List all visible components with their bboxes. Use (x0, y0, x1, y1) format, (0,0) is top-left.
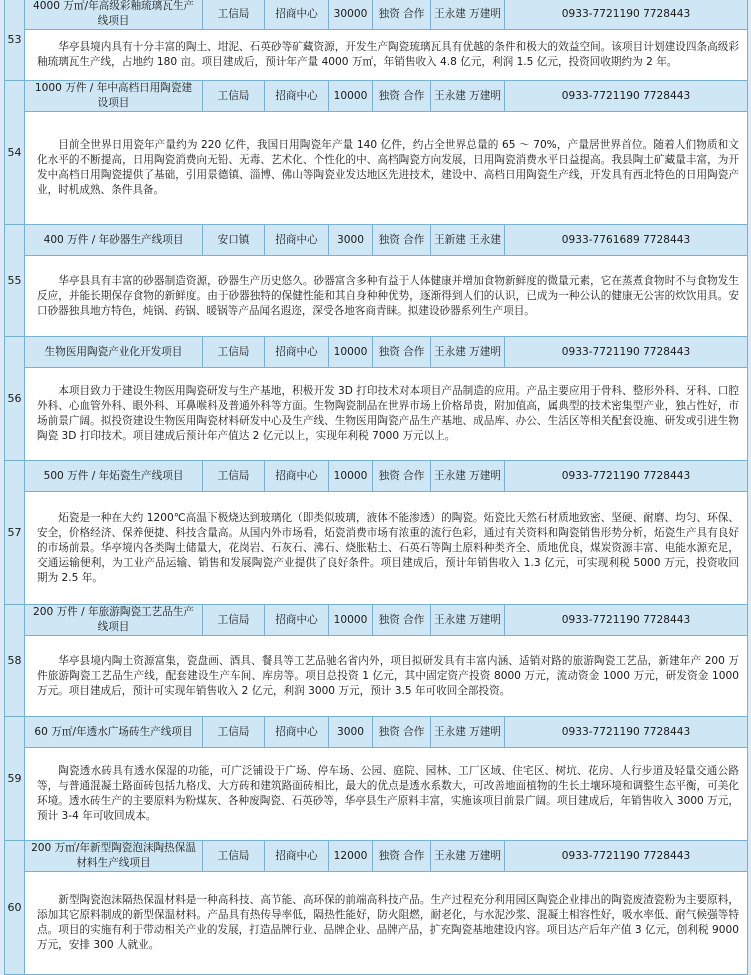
cooperation-mode: 独资 合作 (373, 717, 431, 748)
cooperation-mode: 独资 合作 (373, 605, 431, 636)
investment-amount: 12000 (329, 841, 373, 872)
contact-phone: 0933-7721190 7728443 (505, 461, 748, 492)
responsible-unit: 工信局 (203, 841, 265, 872)
project-description-row (5, 748, 748, 841)
project-row (5, 717, 748, 748)
investment-amount: 30000 (329, 0, 373, 30)
contact-unit: 招商中心 (265, 605, 329, 636)
project-description: 本项目致力于建设生物医用陶瓷研发与生产基地，积极开发 3D 打印技术对本项目产品制造的应用。产品主要应用于骨科、整形外科、牙科、口腔外科、心血管外科、眼外科、耳鼻喉科及普通外科等方面。生物陶瓷制品在世界市场上价格昂贵，附加值高，属典型的技术密集型产业，独占性好，市场前景广阔。拟投资建设生物医用陶瓷材料研发中心及生产线、生物医用陶瓷产品生产基地、成品库、办公、生活区等相关配套设施、研发或引进生物陶瓷 3D 打印技术。项目建成后预计年产值达 2 亿元以上，实现年利税 7000 万元以上。 (25, 368, 748, 461)
contact-unit: 招商中心 (265, 0, 329, 30)
project-number: 58 (5, 605, 25, 717)
project-name: 400 万件 / 年砂器生产线项目 (25, 225, 203, 256)
project-description: 华亭县境内具有十分丰富的陶土、坩泥、石英砂等矿藏资源，开发生产陶瓷琉璃瓦具有优越的条件和极大的效益空间。该项目计划建设四条高级彩釉琉璃瓦生产线，占地约 180 亩。项目建成后，预计年产量 4000 万㎡，年销售收入 4.8 亿元，利润 1.5 亿元，投资回收期约为 2 年。 (25, 30, 748, 81)
responsible-unit: 工信局 (203, 605, 265, 636)
contact-persons: 王永建 万建明 (431, 81, 505, 112)
project-number: 59 (5, 717, 25, 841)
project-name: 生物医用陶瓷产业化开发项目 (25, 337, 203, 368)
project-row (5, 605, 748, 636)
project-row (5, 461, 748, 492)
project-description: 华亭县具有丰富的砂器制造资源，砂器生产历史悠久。砂器富含多种有益于人体健康并增加食物新鲜度的微量元素，它在蒸煮食物时不与食物发生反应，并能长期保存食物的新鲜度。由于砂器独特的保健性能和其自身种种优势，逐渐得到人们的认识，已成为一种公认的健康无公害的炊饮用具。安口砂器独具地方特色，炖锅、药锅、暖锅等产品闻名遐迩，深受各地客商青睐。拟建设砂器系列生产项目。 (25, 256, 748, 337)
project-row (5, 841, 748, 872)
cooperation-mode: 独资 合作 (373, 337, 431, 368)
project-description-row (5, 368, 748, 461)
contact-persons: 王新建 王永建 (431, 225, 505, 256)
contact-phone: 0933-7721190 7728443 (505, 605, 748, 636)
responsible-unit: 工信局 (203, 337, 265, 368)
responsible-unit: 工信局 (203, 461, 265, 492)
project-name: 500 万件 / 年炻瓷生产线项目 (25, 461, 203, 492)
contact-phone: 0933-7721190 7728443 (505, 717, 748, 748)
project-description: 目前全世界日用瓷年产量约为 220 亿件，我国日用陶瓷年产量 140 亿件，约占全世界总量的 65 ～ 70%，产量居世界首位。随着人们物质和文化水平的不断提高，日用陶瓷消费向无铅、无毒、艺术化、个性化的中、高档陶瓷方向发展，日用陶瓷消费水平日益提高。我县陶土矿藏量丰富，为开发中高档日用陶瓷提供了基础，引用景德镇、淄博、佛山等陶瓷业发达地区先进技术，建设中、高档日用陶瓷生产线，开发具有西北特色的日用陶瓷产业，时机成熟、条件具备。 (25, 112, 748, 225)
contact-unit: 招商中心 (265, 461, 329, 492)
project-description-row (5, 872, 748, 975)
contact-phone: 0933-7721190 7728443 (505, 81, 748, 112)
project-row (5, 225, 748, 256)
project-number: 53 (5, 0, 25, 81)
project-number: 56 (5, 337, 25, 461)
investment-amount: 3000 (329, 717, 373, 748)
project-name: 1000 万件 / 年中高档日用陶瓷建设项目 (25, 81, 203, 112)
contact-phone: 0933-7721190 7728443 (505, 841, 748, 872)
cooperation-mode: 独资 合作 (373, 0, 431, 30)
project-description: 陶瓷透水砖具有透水保湿的功能，可广泛铺设于广场、停车场、公园、庭院、园林、工厂区域、住宅区、树坑、花房、人行步道及轻量交通公路等，与普通混凝土路面砖包括九格戊、大方砖和建筑路面砖相比，最大的优点是透水系数大，可改善地面植物的生长土壤环境和调整生态平衡，可美化环境。透水砖生产的主要原料为粉煤灰、各种废陶瓷、石英砂等，华亭县生产原料丰富，实施该项目前景广阔。项目建成后，年销售收入 3000 万元，预计 3-4 年可收回成本。 (25, 748, 748, 841)
project-name: 60 万㎡/年透水广场砖生产线项目 (25, 717, 203, 748)
cooperation-mode: 独资 合作 (373, 81, 431, 112)
project-name: 4000 万㎡/年高级彩釉琉璃瓦生产线项目 (25, 0, 203, 30)
project-number: 55 (5, 225, 25, 337)
project-description-row (5, 636, 748, 717)
project-row (5, 81, 748, 112)
project-row (5, 337, 748, 368)
responsible-unit: 安口镇 (203, 225, 265, 256)
project-description-row (5, 256, 748, 337)
investment-amount: 3000 (329, 225, 373, 256)
investment-amount: 10000 (329, 605, 373, 636)
project-number: 60 (5, 841, 25, 975)
investment-project-table (4, 0, 748, 975)
contact-phone: 0933-7721190 7728443 (505, 337, 748, 368)
project-description-row (5, 492, 748, 605)
contact-persons: 王永建 万建明 (431, 461, 505, 492)
contact-unit: 招商中心 (265, 225, 329, 256)
contact-unit: 招商中心 (265, 81, 329, 112)
responsible-unit: 工信局 (203, 0, 265, 30)
project-number: 54 (5, 81, 25, 225)
investment-amount: 10000 (329, 81, 373, 112)
responsible-unit: 工信局 (203, 81, 265, 112)
contact-persons: 王永建 万建明 (431, 841, 505, 872)
contact-unit: 招商中心 (265, 841, 329, 872)
project-description-row (5, 30, 748, 81)
project-description: 华亭县境内陶土资源富集，瓷盘画、酒具、餐具等工艺品驰名省内外，项目拟研发具有丰富内涵、适销对路的旅游陶瓷工艺品，新建年产 200 万件旅游陶瓷工艺品生产线，配套建设生产车间、库房等。项目总投资 1 亿元，其中固定资产投资 8000 万元，流动资金 1000 万元，研发资金 1000 万元。项目建成后，预计可实现年销售收入 2 亿元，利润 3000 万元，预计 3.5 年可收回全部投资。 (25, 636, 748, 717)
investment-amount: 10000 (329, 337, 373, 368)
project-row (5, 0, 748, 30)
project-name: 200 万㎡/年新型陶瓷泡沫陶热保温材料生产线项目 (25, 841, 203, 872)
contact-unit: 招商中心 (265, 717, 329, 748)
cooperation-mode: 独资 合作 (373, 225, 431, 256)
contact-phone: 0933-7761689 7728443 (505, 225, 748, 256)
cooperation-mode: 独资 合作 (373, 461, 431, 492)
project-name: 200 万件 / 年旅游陶瓷工艺品生产线项目 (25, 605, 203, 636)
project-description: 新型陶瓷泡沫隔热保温材料是一种高科技、高节能、高环保的前端高科技产品。生产过程充分利用园区陶瓷企业排出的陶瓷废渣瓷粉为主要原料，添加其它原料制成的新型保温材料。产品具有热传导率低，隔热性能好，防火阻燃，耐老化，与水泥沙浆、混凝土相容性好，吸水率低、耐气候强等特点。项目的实施有利于带动相关产业的发展，打造品牌行业、品牌企业、品牌产品，扩充陶瓷基地建设内容。项目达产后年产值 3 亿元，创利税 9000 万元，安排 300 人就业。 (25, 872, 748, 975)
project-number: 57 (5, 461, 25, 605)
contact-persons: 王永建 万建明 (431, 605, 505, 636)
project-description-row (5, 112, 748, 225)
contact-unit: 招商中心 (265, 337, 329, 368)
contact-persons: 王永建 万建明 (431, 0, 505, 30)
cooperation-mode: 独资 合作 (373, 841, 431, 872)
investment-amount: 10000 (329, 461, 373, 492)
contact-persons: 王永建 万建明 (431, 717, 505, 748)
responsible-unit: 工信局 (203, 717, 265, 748)
contact-phone: 0933-7721190 7728443 (505, 0, 748, 30)
contact-persons: 王永建 万建明 (431, 337, 505, 368)
project-description: 炻瓷是一种在大约 1200℃高温下极烧达到玻璃化（即类似玻璃，液体不能渗透）的陶瓷。炻瓷比天然石材质地致密、坚硬、耐磨、均匀、环保、安全，价格经济、保养便捷、科技含量高。从国内外市场看，炻瓷消费市场有浓重的流行色彩，通过有关资料和陶瓷销售形势分析，炻瓷生产具有良好的市场前景。华亭境内各类陶土储量大，花岗岩、石灰石、沸石、烧胀粘土、石英石等陶土原料种类齐全、质地优良，煤炭资源丰富、电能水源充足，交通运输便利，为工业产品运输、销售和发展陶瓷产业提供了良好条件。项目建成后，预计年销售收入 1.3 亿元，可实现利税 5000 万元，投资收回期为 2.5 年。 (25, 492, 748, 605)
